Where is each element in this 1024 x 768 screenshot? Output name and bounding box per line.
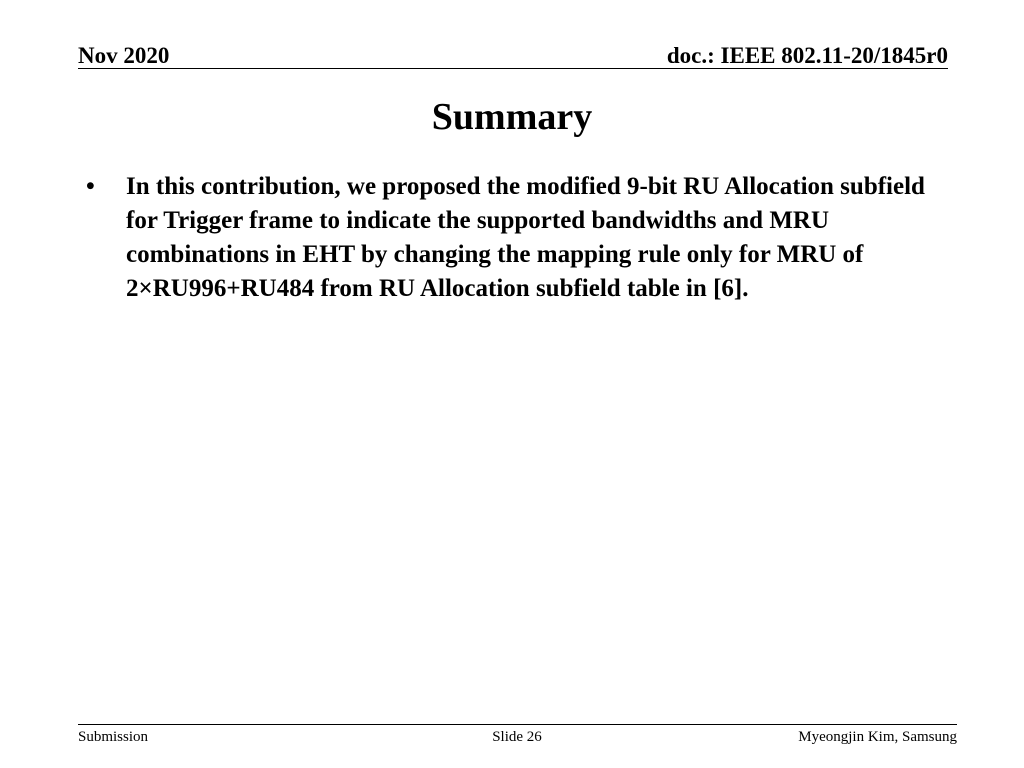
- footer-slide-number: Slide 26: [492, 729, 542, 745]
- bullet-text: In this contribution, we proposed the modified 9-bit RU Allocation subfield for Trigger frame to indicate the supported bandwidths and MRU combinations in EHT by changing the mapping rule only for MRU of 2×RU996+RU484 from RU Allocation subfield table in [6].: [126, 173, 925, 302]
- header-date: Nov 2020: [78, 43, 170, 68]
- slide-title: Summary: [431, 96, 593, 138]
- bullet-list: [80, 170, 950, 306]
- footer-submission: Submission: [78, 729, 149, 745]
- header-doc-id: doc.: IEEE 802.11-20/1845r0: [666, 43, 948, 68]
- bullet-item: [80, 170, 950, 306]
- footer-author: Myeongjin Kim, Samsung: [798, 729, 957, 745]
- footer-divider: [78, 724, 957, 725]
- header-divider: [78, 68, 948, 69]
- bullet-icon: •: [86, 173, 95, 200]
